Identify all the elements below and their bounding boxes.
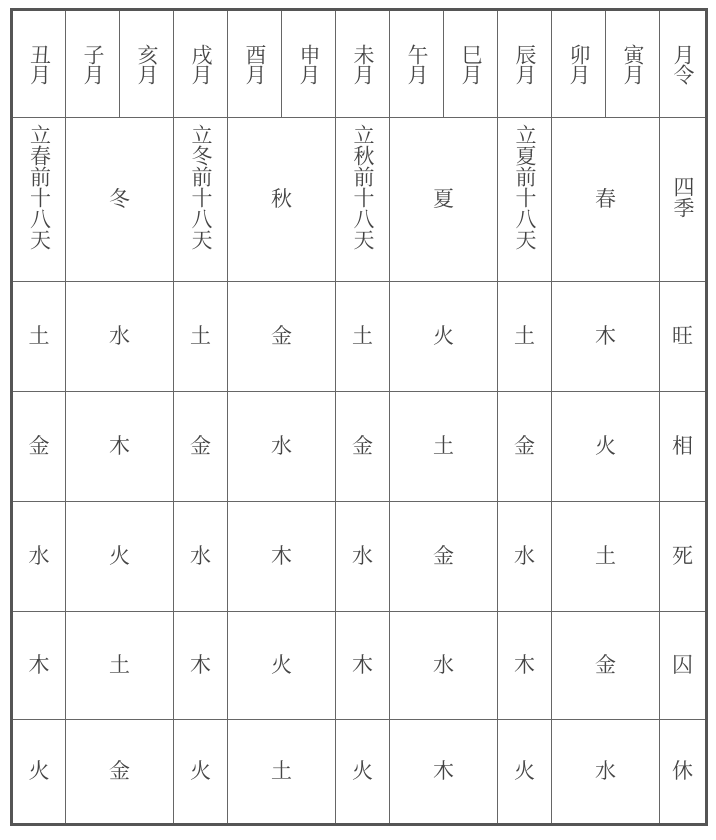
season-label: 立夏前十八天 [513,124,537,250]
element-value: 火 [433,324,454,348]
element-cell [13,719,65,823]
element-value: 水 [271,434,292,458]
element-value: 火 [595,434,616,458]
element-cell [497,281,551,391]
element-cell [65,391,173,501]
element-cell [551,719,659,823]
header-cell-wu [389,11,443,117]
header-label: 巳月 [459,44,483,84]
element-cell [65,501,173,611]
header-cell-shen [281,11,335,117]
element-value: 水 [109,324,130,348]
element-cell [389,391,497,501]
row-label: 旺 [672,324,693,348]
season-cell-autumn [227,117,335,281]
header-cell-yin [605,11,659,117]
element-cell [13,391,65,501]
element-value: 金 [352,434,373,458]
season-cell-lidong [173,117,227,281]
header-cell-wei [335,11,389,117]
element-value: 木 [190,653,211,677]
element-value: 土 [271,759,292,783]
element-cell [227,281,335,391]
season-cell-summer [389,117,497,281]
header-cell-si [443,11,497,117]
header-label: 酉月 [243,44,267,84]
element-value: 木 [595,324,616,348]
element-value: 水 [433,653,454,677]
row-label-cell [659,281,705,391]
element-value: 木 [352,653,373,677]
element-cell [227,391,335,501]
season-label: 四季 [671,176,695,218]
element-value: 火 [109,544,130,568]
season-label: 秋 [271,187,292,211]
element-cell [13,501,65,611]
element-cell [551,281,659,391]
row-label-cell [659,501,705,611]
element-value: 土 [514,324,535,348]
element-cell [497,719,551,823]
element-value: 金 [595,653,616,677]
header-label: 寅月 [621,44,645,84]
element-cell [389,281,497,391]
header-label: 子月 [81,44,105,84]
season-label: 立春前十八天 [27,124,52,250]
element-value: 木 [28,653,50,677]
element-cell [227,611,335,719]
season-cell-liqiu [335,117,389,281]
element-cell [65,281,173,391]
header-label: 月令 [671,44,695,84]
element-cell [389,501,497,611]
element-cell [335,501,389,611]
season-label: 夏 [433,187,454,211]
element-value: 土 [190,324,211,348]
row-label: 休 [672,759,693,783]
element-value: 金 [28,434,50,458]
element-value: 水 [190,544,211,568]
header-cell-xu [173,11,227,117]
header-label: 亥月 [135,44,159,84]
element-value: 水 [595,759,616,783]
header-cell-hai [119,11,173,117]
element-value: 金 [514,434,535,458]
season-cell-winter [65,117,173,281]
element-cell [551,391,659,501]
header-cell-yueling [659,11,705,117]
element-value: 火 [271,653,292,677]
header-label: 卯月 [567,44,591,84]
element-cell [173,719,227,823]
row-label: 相 [672,434,693,458]
header-label: 戌月 [189,44,213,84]
element-value: 土 [28,324,50,348]
element-value: 土 [595,544,616,568]
element-value: 土 [109,653,130,677]
header-label: 丑月 [27,44,52,84]
element-value: 木 [433,759,454,783]
element-value: 金 [271,324,292,348]
season-cell-siji [659,117,705,281]
row-label-cell [659,719,705,823]
header-label: 申月 [297,44,321,84]
element-value: 土 [433,434,454,458]
element-cell [389,611,497,719]
element-value: 火 [352,759,373,783]
season-cell-lichun [13,117,65,281]
element-value: 土 [352,324,373,348]
element-cell [173,611,227,719]
row-label-cell [659,391,705,501]
season-label: 冬 [109,187,130,211]
season-label: 春 [595,187,616,211]
header-label: 午月 [405,44,429,84]
element-value: 木 [271,544,292,568]
header-cell-you [227,11,281,117]
element-value: 金 [190,434,211,458]
element-cell [335,391,389,501]
row-label: 囚 [672,653,693,677]
element-cell [13,281,65,391]
element-cell [389,719,497,823]
header-cell-mao [551,11,605,117]
element-value: 水 [352,544,373,568]
element-cell [65,611,173,719]
element-value: 火 [28,759,50,783]
wuxing-season-table [10,8,708,826]
element-cell [173,391,227,501]
element-cell [227,719,335,823]
season-cell-spring [551,117,659,281]
season-label: 立冬前十八天 [189,124,213,250]
element-cell [335,281,389,391]
element-cell [65,719,173,823]
header-cell-zi [65,11,119,117]
element-cell [497,501,551,611]
element-cell [13,611,65,719]
header-label: 未月 [351,44,375,84]
row-label: 死 [672,544,693,568]
element-cell [335,611,389,719]
header-cell-chou [13,11,65,117]
element-cell [551,501,659,611]
season-cell-lixia [497,117,551,281]
header-cell-chen [497,11,551,117]
element-value: 火 [514,759,535,783]
element-value: 木 [514,653,535,677]
element-value: 水 [514,544,535,568]
element-cell [173,281,227,391]
row-label-cell [659,611,705,719]
element-cell [227,501,335,611]
element-value: 金 [433,544,454,568]
element-value: 火 [190,759,211,783]
element-cell [335,719,389,823]
element-cell [497,611,551,719]
element-value: 水 [28,544,50,568]
header-label: 辰月 [513,44,537,84]
element-value: 金 [109,759,130,783]
element-value: 木 [109,434,130,458]
element-cell [551,611,659,719]
season-label: 立秋前十八天 [351,124,375,250]
element-cell [173,501,227,611]
element-cell [497,391,551,501]
